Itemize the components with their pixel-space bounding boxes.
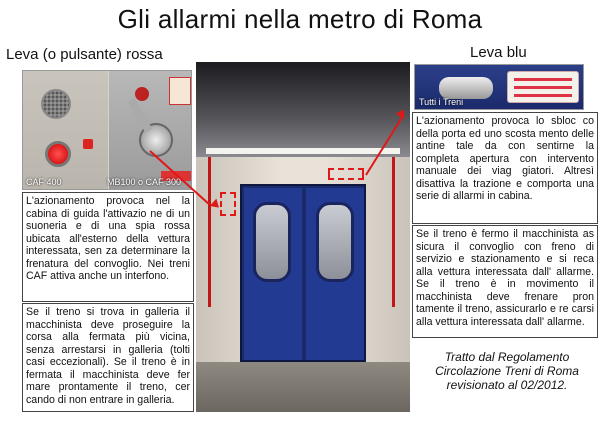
right-header: Leva blu bbox=[470, 44, 527, 61]
left-header: Leva (o pulsante) rossa bbox=[6, 46, 163, 63]
source-note bbox=[418, 350, 596, 392]
door-window-left bbox=[253, 202, 291, 282]
blue-lever-highlight bbox=[328, 168, 364, 180]
right-text-1: L'azionamento provoca lo sbloc co della porta ed uno scosta mento delle antine tale da con sentirne la completa apertura con intervento manuale dei viag giatori. Altresì disattiva la trazione e comporta una serie di allarmi in cabina. bbox=[412, 112, 598, 224]
left-text-1: L'azionamento provoca nel la cabina di guida l'attivazio ne di un suoneria e di una spia rossa ubicata all'esterno della vettura interessata, sen za determinare la frenatura del convoglio. Nei treni CAF attiva anche un interfono. bbox=[22, 192, 194, 302]
red-lever-photo bbox=[22, 70, 192, 190]
door-right bbox=[306, 188, 364, 360]
train-floor bbox=[196, 362, 410, 412]
door-window-right bbox=[316, 202, 354, 282]
blue-lever-photo bbox=[414, 64, 584, 110]
left-text-2: Se il treno si trova in galleria il macchinista deve proseguire la corsa alla fermata più vicina, senza arrestarsi in galleria (tolti casi eccezionali). Se il treno è in fermata il macchinista deve fer mare prontamente il treno, cer cando di non entrare in galleria. bbox=[22, 303, 194, 412]
indicator-light bbox=[83, 139, 93, 149]
door-left bbox=[244, 188, 302, 360]
right-text-2: Se il treno è fermo il macchinista as sicura il convoglio con freno di servizio e stazionamento e si reca alla vettura interessata dall' allarme. Se il treno è in movimento il macchinista deve frenare pron tamente il treno, assicurarlo e re carsi alla vettura interessata dall' allarme. bbox=[412, 225, 598, 338]
blue-lever bbox=[439, 77, 493, 99]
emergency-label bbox=[507, 71, 579, 103]
ceiling-light bbox=[206, 148, 400, 154]
handrail-left bbox=[208, 157, 211, 307]
page-title: Gli allarmi nella metro di Roma bbox=[117, 4, 483, 34]
red-lever-knob bbox=[135, 87, 149, 101]
source-line-2: Circolazione Treni di Roma bbox=[435, 364, 579, 378]
source-line-3: revisionato al 02/2012. bbox=[446, 378, 568, 392]
train-door-photo bbox=[196, 62, 410, 412]
caption-mb100: MB100 o CAF 300 bbox=[107, 177, 182, 187]
red-lever-highlight bbox=[220, 192, 236, 216]
warning-sticker bbox=[169, 77, 191, 105]
mb100-panel bbox=[109, 71, 192, 190]
intercom-speaker bbox=[41, 89, 71, 119]
handrail-right bbox=[392, 157, 395, 307]
lever-arm bbox=[128, 98, 153, 133]
caption-caf400: CAF 400 bbox=[26, 177, 62, 187]
source-line-1: Tratto dal Regolamento bbox=[444, 350, 570, 364]
caf400-panel bbox=[23, 71, 108, 190]
train-ceiling bbox=[196, 62, 410, 157]
caption-tutti-treni: Tutti i Treni bbox=[419, 97, 464, 107]
red-alarm-button bbox=[45, 141, 71, 167]
